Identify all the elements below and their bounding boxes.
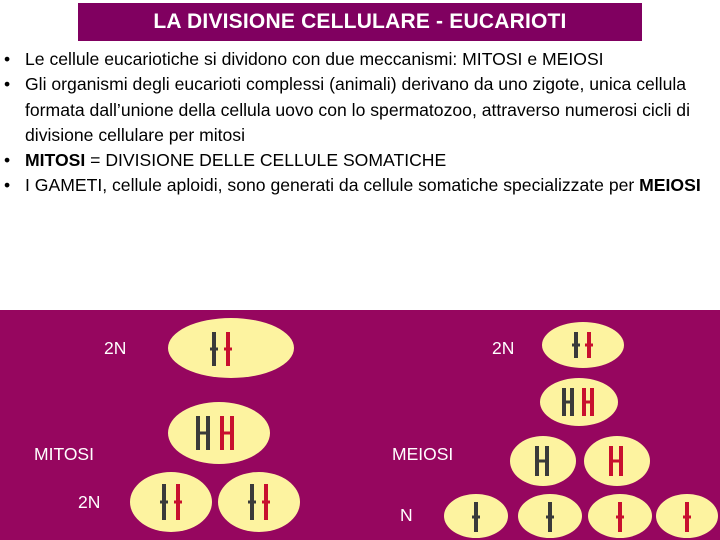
bullet-text-bold: MITOSI [25,150,86,171]
gamete-cell [518,494,582,538]
chromosome-icon [656,494,718,538]
meiosis-bottom-ploidy-label: N [400,505,413,525]
chromosome-pair-icon [542,322,624,368]
bullet-text: Le cellule eucariotiche si dividono con due meccanismi: MITOSI e MEIOSI [25,49,604,69]
meiosis-i-cell [584,436,650,486]
mitosis-daughter-cell [218,472,300,532]
chromosome-icon [518,494,582,538]
mitosis-label: MITOSI [34,444,94,464]
bullet-text: = DIVISIONE DELLE CELLULE SOMATICHE [85,150,447,171]
mitosis-top-ploidy-label: 2N [104,338,127,358]
chromosome-pair-icon [218,472,300,532]
replicated-chromosomes-icon [540,378,618,426]
mitosis-daughter-cell [130,472,212,532]
bullet-marker: • [4,49,11,69]
bullet-text: I GAMETI, cellule aploidi, sono generati da cellule somatiche specializzate per [25,175,640,196]
meiosis-top-ploidy-label: 2N [492,338,515,358]
replicated-chromosome-icon [510,436,576,486]
replicated-chromosome-icon [584,436,650,486]
bullet-item [4,173,716,198]
chromosome-icon [444,494,508,538]
bullet-marker: • [4,150,11,171]
bullet-list [4,47,716,199]
chromosome-pair-icon [168,318,294,378]
gamete-cell [588,494,652,538]
bullet-text: Gli organismi degli eucarioti complessi (animali) derivano da uno zigote, unica cellula formata dall’unione della cellula uovo con lo spermatozoo, attraverso numerosi cicli di divisione cellulare per mitosi [25,74,690,145]
chromosome-pair-icon [130,472,212,532]
bullet-item [4,148,716,173]
mitosis-replicated-cell [168,402,270,464]
replicated-chromosomes-icon [168,402,270,464]
meiosis-i-cell [510,436,576,486]
cell-division-diagram [0,310,720,540]
meiosis-label: MEIOSI [392,444,454,464]
gamete-cell [444,494,508,538]
bullet-marker: • [4,175,11,196]
meiosis-replicated-cell [540,378,618,426]
mitosis-parent-cell [168,318,294,378]
meiosis-parent-cell [542,322,624,368]
mitosis-bottom-ploidy-label: 2N [78,492,101,512]
gamete-cell [656,494,718,538]
bullet-item [4,47,716,72]
chromosome-icon [588,494,652,538]
bullet-text-bold: MEIOSI [639,175,701,196]
slide-title: LA DIVISIONE CELLULARE - EUCARIOTI [78,3,642,41]
bullet-marker: • [4,74,11,95]
bullet-item [4,72,716,148]
